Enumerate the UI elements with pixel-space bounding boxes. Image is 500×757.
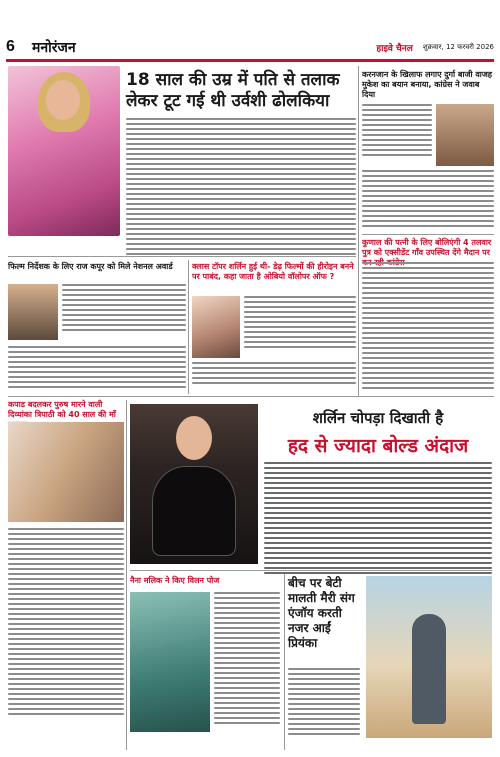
masthead-right: [376, 41, 494, 54]
lower-divider: [8, 396, 494, 397]
mid-left-photo: [8, 284, 58, 340]
column-divider: [358, 66, 359, 396]
feature-headline-line2: हद से ज्यादा बोल्ड अंदाज: [287, 435, 469, 457]
bottom-left-photo: [130, 592, 210, 732]
bottom-mid-headline: बीच पर बेटी मालती मैरी संग एंजॉय करती नजर आईं प्रियंका: [288, 576, 355, 650]
bottom-left-headline: नैना मलिक ने किए विलन पोज: [130, 576, 220, 585]
lower-left-body: [8, 528, 124, 715]
bottom-right-photo: [366, 576, 492, 738]
right-top-body-continued: [362, 170, 494, 227]
mid-center-headline: क्लास टॉपर शर्लिन हुई थी- डेढ़ फिल्मों की हीरोइन बनने पर पाबंद, कहा जाता है ओबियो वॉलोपर ऑफ ?: [192, 262, 354, 281]
right-divider: [362, 234, 494, 235]
right-top-photo: [436, 104, 494, 166]
bottom-left-body: [214, 592, 280, 724]
right-mid-headline: कुणाल की पत्नी के लिए बोलिएंगी 4 तलवार पुत्र को एक्सीडेंट गाँव उपस्थित देंगे मैदान पर: [362, 238, 492, 257]
masthead: [6, 36, 494, 58]
lower-left-headline: कपाड बदलकर पुरुष मारने वाली दिव्यांका त्रिपाठी को 40 साल की माँ: [8, 400, 116, 419]
mid-column-divider: [188, 260, 189, 394]
lead-headline: 18 साल की उम्र में पति से तलाक लेकर टूट गई थी उर्वशी ढोलकिया: [126, 70, 340, 111]
lead-body-text: [126, 118, 356, 255]
issue-date: शुक्रवार, 12 फरवरी 2026: [422, 42, 494, 51]
photo-face: [46, 80, 80, 120]
page-number: 6: [6, 38, 15, 55]
lower-left-photo: [8, 422, 124, 522]
mid-center-photo: [192, 296, 240, 358]
mid-left-body-continued: [8, 346, 186, 388]
bottom-mid-body: [288, 668, 360, 735]
photo-dress: [152, 466, 236, 556]
lead-photo: [8, 66, 120, 236]
right-mid-body: [362, 262, 494, 389]
bottom-column-divider: [284, 574, 285, 750]
lower-column-divider: [126, 400, 127, 750]
mid-center-body: [244, 296, 356, 348]
section-title: मनोरंजन: [32, 39, 76, 56]
feature-photo: [130, 404, 258, 564]
bottom-divider: [130, 570, 492, 571]
right-top-headline: करनजान के खिलाफ लगाए दुर्गा बाजी वाजह मुकेश का बयान बनाया, कांग्रेस ने जवाब दिया: [362, 70, 493, 99]
photo-face: [176, 416, 212, 460]
mid-left-body: [62, 284, 186, 331]
mid-divider: [8, 256, 356, 257]
header-rule: [6, 59, 494, 62]
brand-name: हाइवे चैनल: [376, 43, 413, 54]
right-top-body: [362, 104, 432, 156]
feature-body: [264, 462, 492, 574]
mid-center-body-continued: [192, 362, 356, 384]
mid-left-headline: फिल्म निर्देशक के लिए राज कपूर को मिले नेशनल अवार्ड: [8, 262, 173, 271]
photo-figure: [412, 614, 446, 724]
feature-headline-line1: शर्लिन चोपड़ा दिखाती है: [312, 409, 444, 427]
